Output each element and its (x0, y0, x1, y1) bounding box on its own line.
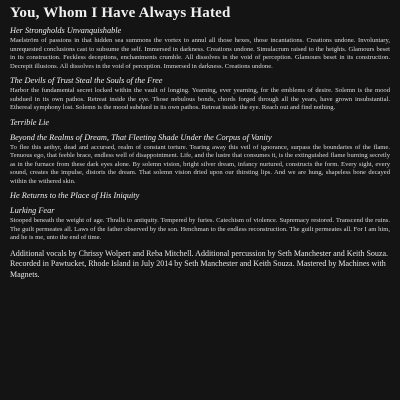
track-title: Lurking Fear (10, 206, 55, 215)
track-3 (10, 118, 390, 128)
track-lyrics: Maelström of passions in that hidden sea summons the vortex to annul all those hexes, those incantations. Creations undone. Involuntary, unrequested conclusions cast to subsume the self. Immersed in darkness. Creations undone. Simulacrum raised to the heights. Glamours beset in its construction. Feckless deceptions, enchantments crumble. All dissolves in the void of perception. Glamours beset in its construction. Decrepit illusions. All dissolves in the void of perception. Immersed in darkness. Creations undone. (10, 37, 390, 70)
track-title: Terrible Lie (10, 117, 50, 127)
track-1 (10, 26, 390, 71)
track-4 (10, 133, 390, 187)
album-credits: Additional vocals by Chrissy Wolpert and Reba Mitchell. Additional percussion by Seth Manchester and Keith Souza. Recorded in Pawtucket, Rhode Island in July 2014 by Seth Manchester and Keith Souza. Mastered by Machines with Magnets. (10, 248, 389, 279)
track-title: He Returns to the Place of His Iniquity (10, 191, 140, 200)
track-title: Her Strongholds Unvanquishable (10, 26, 122, 35)
track-title: Beyond the Realms of Dream, That Fleeting Shade Under the Corpus of Vanity (10, 132, 272, 142)
track-6 (10, 206, 390, 243)
track-title: The Devils of Trust Steal the Souls of the Free (10, 76, 163, 85)
album-title: You, Whom I Have Always Hated (10, 5, 231, 21)
track-lyrics: Harbor the fundamental secret locked within the vault of longing. Yearning, ever yearning, for the emblems of desire. Solemn is the mood subdued in its own pathos. Retreat inside the eye. Those nebulous bonds, chords forged through all the years, have grown insubstantial. Ethereal symphony lost. Solemn is the mood subdued in its own pathos. Retreat inside the eye. Reach out and find nothing. (10, 87, 390, 111)
track-5 (10, 191, 390, 201)
track-2 (10, 76, 390, 113)
track-lyrics: Stooped beneath the weight of age. Thralls to antiquity. Tempered by furies. Catechism of violence. Supremacy restored. Transcend the ruins. The guilt permeates all. Laws of the father observed by the son. Henchman to the endless reconstruction. The guilt permeates all. For I am him, and he is me, unto the end of time. (10, 217, 390, 241)
track-lyrics: To flee this aethyr, dead and accursed, realm of constant torture. Tearing away this veil of ignorance, surpass the boundaries of the flame. Tenuous ego, that feeble brace, endless well of disappointment. Life, and the lustre that consumes it, is the extinguished flame burning secretly as in the furnace from these dark eyes alone. By solemn vision, bright silver dream, infancy nurtured, constructs the form. Every sight, every sound, creates the impulse, distorts the dream. That solemn vision dried upon our thirsting lips. And we are hung, shapeless bone decayed within the withered skin. (10, 143, 390, 185)
